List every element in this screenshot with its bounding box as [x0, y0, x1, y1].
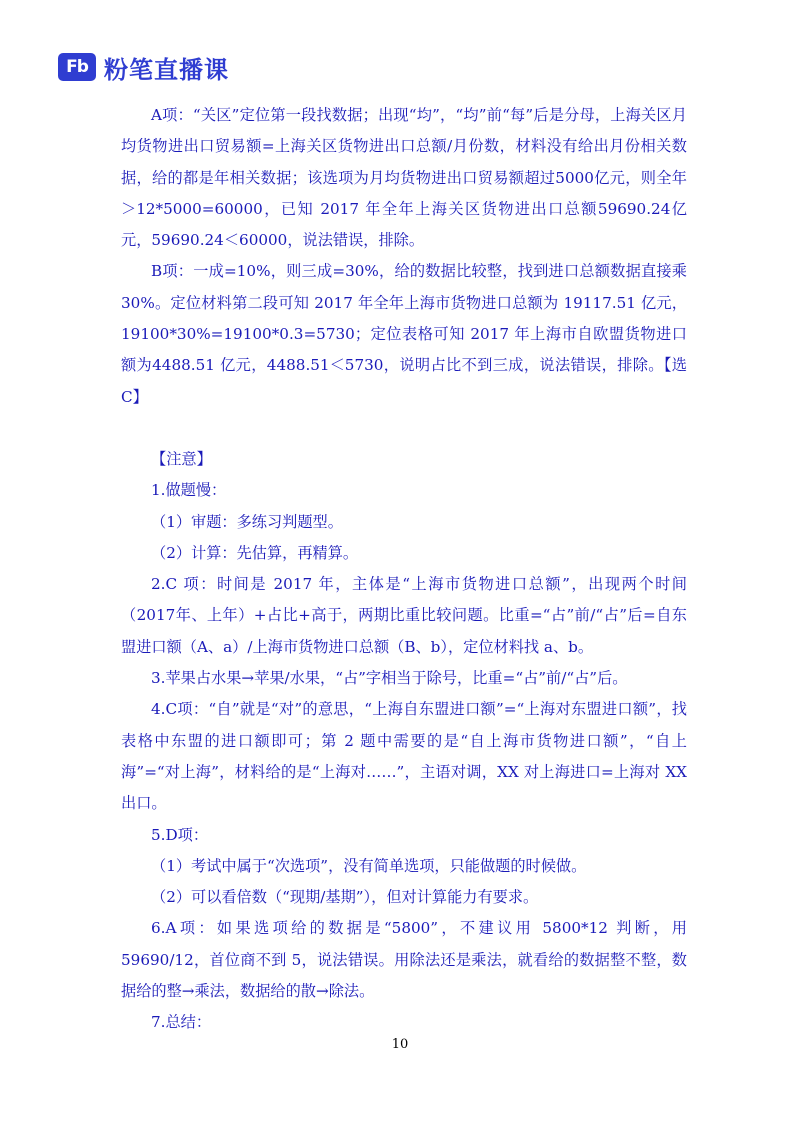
note-5: 5.D项：: [151, 825, 209, 844]
fenbi-logo-icon: Fb: [58, 53, 96, 81]
note-5-sub-1: （1）考试中属于“次选项”，没有简单选项，只能做题的时候做。: [151, 856, 587, 875]
brand-name: 粉笔直播课: [104, 55, 229, 84]
note-6: 6.A项：如果选项给的数据是“5800”，不建议用 5800*12 判断，用 59690/12，首位商不到 5，说法错误。用除法还是乘法，就看给的数据整不整，数据给的整→乘法，数据给的散→除法。: [121, 919, 687, 1001]
note-3: 3.苹果占水果→苹果/水果，“占”字相当于除号，比重=“占”前/“占”后。: [151, 669, 628, 688]
paragraph-gap: [121, 413, 687, 444]
note-2: 2.C 项：时间是 2017 年，主体是“上海市货物进口总额”，出现两个时间（2017年、上年）+占比+高于，两期比重比较问题。比重=“占”前/“占”后=自东盟进口额（A、a）/上海市货物进口总额（B、b），定位材料找 a、b。: [121, 575, 687, 656]
note-4: 4.C项：“自”就是“对”的意思，“上海自东盟进口额”=“上海对东盟进口额”，找表格中东盟的进口额即可；第 2 题中需要的是“自上海市货物进口额”，“自上海”=“对上海”，材料给的是“上海对……”，主语对调，XX 对上海进口=上海对 XX 出口。: [121, 700, 687, 813]
notes-heading: 【注意】: [151, 449, 212, 468]
note-1-sub-1: （1）审题：多练习判题型。: [151, 512, 343, 531]
document-body: [121, 100, 687, 1039]
note-1-sub-2: （2）计算：先估算，再精算。: [151, 543, 359, 562]
brand-logo: [58, 52, 229, 82]
option-a-analysis: A项：“关区”定位第一段找数据；出现“均”，“均”前“每”后是分母，上海关区月均货物进出口贸易额=上海关区货物进出口总额/月份数，材料没有给出月份相关数据，给的都是年相关数据；该选项为月均货物进出口贸易额超过5000亿元，则全年＞12*5000=60000，已知 2017 年全年上海关区货物进出口总额59690.24亿元，59690.24＜60000，说法错误，排除。: [121, 106, 687, 250]
note-5-sub-2: （2）可以看倍数（“现期/基期”），但对计算能力有要求。: [151, 888, 539, 907]
page-number: 10: [391, 1037, 409, 1052]
option-b-analysis: B项：一成=10%，则三成=30%，给的数据比较整，找到进口总额数据直接乘30%。定位材料第二段可知 2017 年全年上海市货物进口总额为 19117.51 亿元，19100*30%=19100*0.3=5730；定位表格可知 2017 年上海市自欧盟货物进口额为4488.51 亿元，4488.51＜5730，说明占比不到三成，说法错误，排除。【选 C】: [121, 262, 687, 406]
note-1: 1.做题慢：: [151, 481, 227, 500]
note-7: 7.总结：: [151, 1013, 212, 1032]
